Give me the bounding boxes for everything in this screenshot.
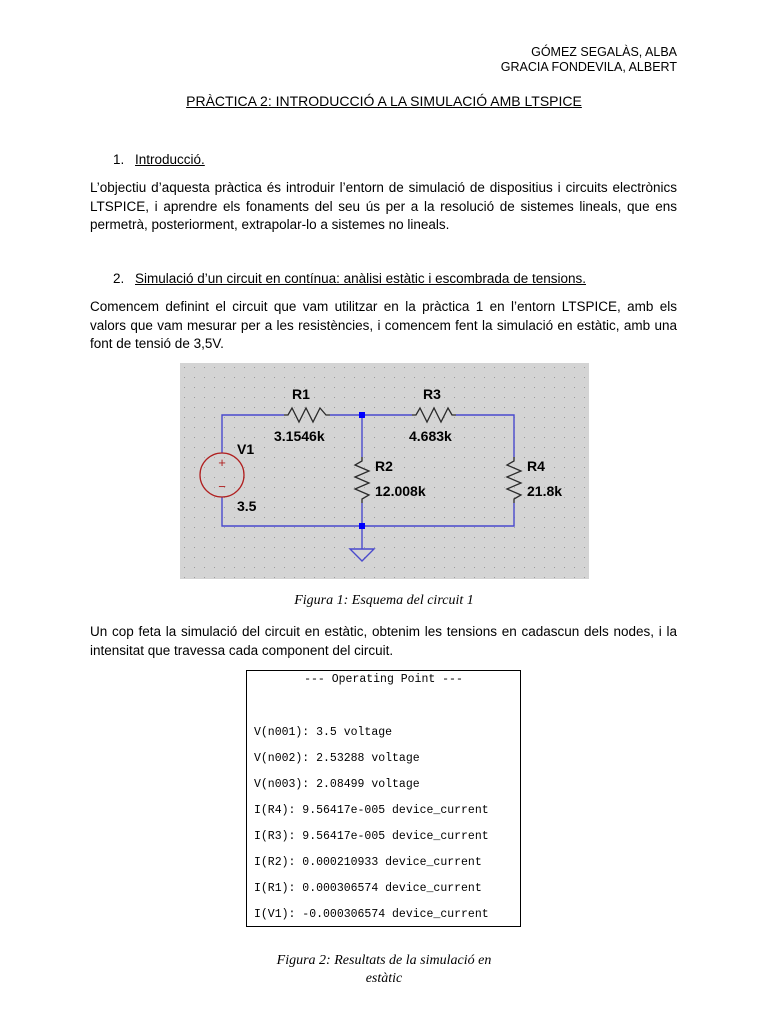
op-line: I(R1): 0.000306574 device_current <box>254 882 482 895</box>
figure-1-caption: Figura 1: Esquema del circuit 1 <box>294 593 474 608</box>
r1-value-label: 3.1546k <box>274 428 325 444</box>
figure-2-caption-line-1: Figura 2: Resultats de la simulació en <box>276 953 492 968</box>
figure-2-caption-line-2: estàtic <box>365 971 403 986</box>
op-line: V(n001): 3.5 voltage <box>254 726 393 739</box>
source-minus-sign: − <box>218 479 226 494</box>
r1-name-label: R1 <box>292 386 310 402</box>
node-top <box>359 412 365 418</box>
op-line: I(R3): 9.56417e-005 device_current <box>254 830 489 843</box>
op-line: V(n002): 2.53288 voltage <box>254 752 420 765</box>
operating-point-header: --- Operating Point --- <box>304 673 463 686</box>
op-line: V(n003): 2.08499 voltage <box>254 778 420 791</box>
v1-value-label: 3.5 <box>237 498 257 514</box>
section-1-number: 1. <box>113 152 125 167</box>
source-plus-sign: + <box>218 455 226 470</box>
paragraph-3: Un cop feta la simulació del circuit en estàtic, obtenim les tensions en cadascun dels nodes, i la intensitat que travessa cada component del circuit. <box>90 624 677 658</box>
r4-name-label: R4 <box>527 458 545 474</box>
node-bottom <box>359 523 365 529</box>
document-title: PRÀCTICA 2: INTRODUCCIÓ A LA SIMULACIÓ AMB LTSPICE <box>186 93 582 109</box>
author-2: GRACIA FONDEVILA, ALBERT <box>500 60 677 74</box>
authors <box>501 45 677 75</box>
r3-name-label: R3 <box>423 386 441 402</box>
section-1-label: Introducció. <box>135 152 205 167</box>
v1-name-label: V1 <box>237 441 255 457</box>
op-line: I(R2): 0.000210933 device_current <box>254 856 482 869</box>
op-line: I(V1): -0.000306574 device_current <box>254 908 489 921</box>
section-2-paragraph: Comencem definint el circuit que vam utilitzar en la pràctica 1 en l’entorn LTSPICE, amb els valors que vam mesurar per a les resistències, i comencem fent la simulació en estàtic, amb una font de tensió de 3,5V. <box>90 299 677 351</box>
section-2-label: Simulació d’un circuit en contínua: anàlisi estàtic i escombrada de tensions. <box>135 271 586 286</box>
op-line: I(R4): 9.56417e-005 device_current <box>254 804 489 817</box>
section-2-number: 2. <box>113 271 125 286</box>
operating-point-box <box>246 670 521 927</box>
r4-value-label: 21.8k <box>527 483 563 499</box>
author-1: GÓMEZ SEGALÀS, ALBA <box>531 45 677 59</box>
section-1-paragraph: L’objectiu d’aquesta pràctica és introduir l’entorn de simulació de dispositius i circuits electrònics LTSPICE, i aprendre els fonaments del seu ús per a la resolució de sistemes lineals, que ens permetrà, posteriorment, extrapolar-lo a sistemes no lineals. <box>90 180 677 232</box>
r3-value-label: 4.683k <box>409 428 452 444</box>
r2-name-label: R2 <box>375 458 393 474</box>
circuit-schematic <box>180 363 589 579</box>
r2-value-label: 12.008k <box>375 483 426 499</box>
